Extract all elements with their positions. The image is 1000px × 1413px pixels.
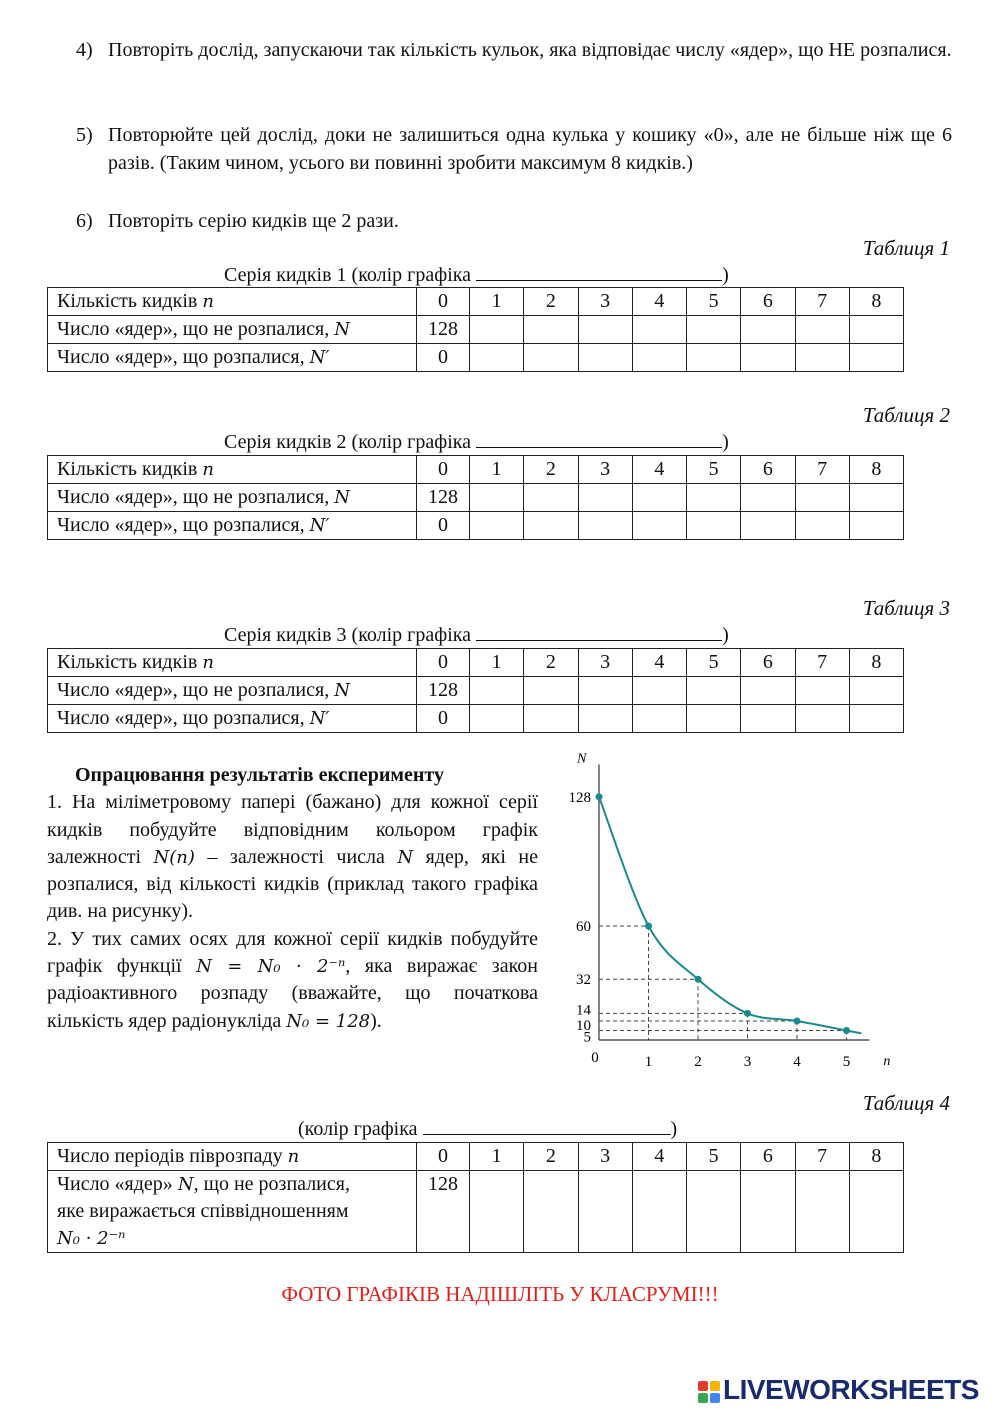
processing-title: Опрацювання результатів експерименту: [75, 764, 444, 786]
input-cell[interactable]: [795, 512, 849, 540]
input-cell[interactable]: [741, 1171, 795, 1253]
step-text: Повторіть серію кидків ще 2 рази.: [108, 210, 399, 232]
table-4: [47, 1142, 904, 1253]
input-cell[interactable]: [795, 484, 849, 512]
input-cell[interactable]: [470, 344, 524, 372]
cell: 7: [795, 1143, 849, 1171]
input-cell[interactable]: [795, 1171, 849, 1253]
input-cell[interactable]: [849, 677, 903, 705]
cell: 0: [417, 705, 470, 733]
input-cell[interactable]: [578, 705, 632, 733]
input-cell[interactable]: [524, 677, 578, 705]
y-tick-label: 128: [568, 789, 591, 806]
cell: 1: [470, 649, 524, 677]
input-cell[interactable]: [578, 484, 632, 512]
input-cell[interactable]: [578, 316, 632, 344]
input-cell[interactable]: [524, 316, 578, 344]
input-cell[interactable]: [632, 705, 686, 733]
input-cell[interactable]: [741, 344, 795, 372]
input-cell[interactable]: [632, 344, 686, 372]
series-title: Серія кидків 2 (колір графіка: [224, 431, 472, 453]
table-4-series: [298, 1116, 677, 1141]
cell: 128: [417, 316, 470, 344]
input-cell[interactable]: [795, 344, 849, 372]
cell: 6: [741, 1143, 795, 1171]
series-title: Серія кидків 1 (колір графіка: [224, 264, 472, 286]
cell: 8: [849, 649, 903, 677]
series-close: ): [722, 264, 729, 286]
table-2: [47, 455, 904, 540]
input-cell[interactable]: [849, 316, 903, 344]
table-1: [47, 287, 904, 372]
input-cell[interactable]: [578, 512, 632, 540]
input-cell[interactable]: [524, 484, 578, 512]
input-cell[interactable]: [632, 484, 686, 512]
input-cell[interactable]: [470, 484, 524, 512]
table-3-label: Таблиця 3: [862, 596, 950, 620]
cell: 2: [524, 456, 578, 484]
table-3-series: [224, 622, 729, 647]
input-cell[interactable]: [741, 484, 795, 512]
input-cell[interactable]: [578, 1171, 632, 1253]
input-cell[interactable]: [687, 484, 741, 512]
cell: 1: [470, 288, 524, 316]
x-tick-label: 4: [793, 1054, 801, 1070]
table-3: [47, 648, 904, 733]
input-cell[interactable]: [470, 316, 524, 344]
processing-item-1: 1. На міліметровому папері (бажано) для кожної серії кидків побудуйте відповідним кольором графік залежності N(n) – залежності числа N ядер, які не розпалися, від кількості кидків (приклад такого графіка див. на рисунку).: [47, 791, 538, 923]
cell: 5: [687, 288, 741, 316]
input-cell[interactable]: [470, 705, 524, 733]
input-cell[interactable]: [795, 705, 849, 733]
y-tick-label: 60: [576, 919, 591, 935]
step-text: Повторіть дослід, запускаючи так кількість кульок, яка відповідає числу «ядер», що НЕ розпалися.: [108, 39, 952, 61]
y-tick-label: 32: [576, 972, 591, 989]
cell: 128: [417, 677, 470, 705]
series-title: (колір графіка: [298, 1118, 418, 1140]
cell: 5: [687, 1143, 741, 1171]
x-tick-label: 3: [743, 1054, 752, 1070]
input-cell[interactable]: [524, 1171, 578, 1253]
row-label: Число «ядер», що розпалися, N′: [48, 705, 417, 733]
cell: 3: [578, 1143, 632, 1171]
table-1-label: Таблиця 1: [862, 236, 950, 260]
row-label: Кількість кидків n: [48, 649, 417, 677]
input-cell[interactable]: [524, 705, 578, 733]
cell: 2: [524, 1143, 578, 1171]
cell: 6: [741, 649, 795, 677]
cell: 3: [578, 456, 632, 484]
row-label: Число «ядер», що не розпалися, N: [48, 316, 417, 344]
step-text: Повторюйте цей дослід, доки не залишиться одна кулька у кошику «0», але не більше ніж ще 6 разів. (Таким чином, усього ви повинні зробити максимум 8 кидків.): [108, 124, 952, 174]
table-row: [48, 649, 904, 677]
table-1-series: [224, 262, 729, 287]
cell: 4: [632, 288, 686, 316]
cell: 4: [632, 649, 686, 677]
y-tick-label: 5: [583, 1029, 591, 1046]
input-cell[interactable]: [470, 512, 524, 540]
series-line: [599, 797, 861, 1034]
input-cell[interactable]: [578, 677, 632, 705]
input-cell[interactable]: [632, 512, 686, 540]
input-cell[interactable]: [849, 705, 903, 733]
x-tick-label: 1: [644, 1054, 653, 1070]
table-row: [48, 1171, 904, 1253]
input-cell[interactable]: [632, 677, 686, 705]
table-row: [48, 677, 904, 705]
cell: 0: [417, 649, 470, 677]
processing-item-2: 2. У тих самих осях для кожної серії кидків побудуйте графік функції N = N₀ · 2⁻ⁿ, яка виражає закон радіоактивного розпаду (вважайте, що початкова кількість ядер радіонукліда N₀ = 128).: [47, 927, 538, 1032]
x-tick-label: 5: [842, 1054, 851, 1070]
input-cell[interactable]: [632, 1171, 686, 1253]
cell: 3: [578, 649, 632, 677]
table-row: [48, 288, 904, 316]
cell: 0: [417, 512, 470, 540]
cell: 4: [632, 1143, 686, 1171]
row-label: Число періодів піврозпаду n: [48, 1143, 417, 1171]
input-cell[interactable]: [795, 677, 849, 705]
table-2-series: [224, 429, 729, 454]
cell: 2: [524, 288, 578, 316]
input-cell[interactable]: [524, 512, 578, 540]
input-cell[interactable]: [849, 344, 903, 372]
data-point: [645, 923, 652, 930]
row-label: Число «ядер», що не розпалися, N: [48, 677, 417, 705]
data-point: [744, 1010, 751, 1017]
table-4-label: Таблиця 4: [862, 1091, 950, 1115]
row-label: Число «ядер», що розпалися, N′: [48, 512, 417, 540]
input-cell[interactable]: [687, 344, 741, 372]
cell: 1: [470, 456, 524, 484]
table-row: [48, 484, 904, 512]
x-axis-label: n: [883, 1054, 891, 1069]
cell: 3: [578, 288, 632, 316]
y-tick-label: 14: [576, 1002, 591, 1019]
cell: 128: [417, 1171, 470, 1253]
input-cell[interactable]: [470, 677, 524, 705]
cell: 7: [795, 649, 849, 677]
step-number: 4): [76, 39, 93, 61]
input-cell[interactable]: [741, 512, 795, 540]
input-cell[interactable]: [578, 344, 632, 372]
cell: 8: [849, 1143, 903, 1171]
cell: 7: [795, 288, 849, 316]
cell: 8: [849, 288, 903, 316]
table-row: [48, 456, 904, 484]
cell: 6: [741, 288, 795, 316]
footer-note: ФОТО ГРАФІКІВ НАДІШЛІТЬ У КЛАСРУМІ!!!: [281, 1282, 719, 1306]
x-tick-label: 2: [694, 1054, 702, 1070]
cell: 0: [417, 1143, 470, 1171]
table-row: [48, 705, 904, 733]
liveworksheets-logo-icon: [697, 1378, 721, 1406]
step-5: [76, 121, 952, 177]
input-cell[interactable]: [795, 316, 849, 344]
input-cell[interactable]: [687, 677, 741, 705]
cell: 128: [417, 484, 470, 512]
input-cell[interactable]: [849, 1171, 903, 1253]
cell: 7: [795, 456, 849, 484]
decay-chart: [555, 748, 915, 1080]
row-label: Число «ядер», що не розпалися, N: [48, 484, 417, 512]
input-cell[interactable]: [687, 316, 741, 344]
data-point: [596, 793, 603, 800]
table-row: [48, 316, 904, 344]
input-cell[interactable]: [741, 677, 795, 705]
cell: 8: [849, 456, 903, 484]
cell: 4: [632, 456, 686, 484]
x-tick-label: 0: [591, 1050, 599, 1066]
series-close: ): [722, 624, 729, 646]
y-tick-label: 10: [576, 1018, 591, 1034]
cell: 6: [741, 456, 795, 484]
table-row: [48, 1143, 904, 1171]
cell: 5: [687, 456, 741, 484]
color-blank-line[interactable]: [423, 1116, 671, 1135]
step-4: [76, 36, 952, 92]
input-cell[interactable]: [687, 1171, 741, 1253]
input-cell[interactable]: [687, 512, 741, 540]
series-close: ): [722, 431, 729, 453]
y-axis-label: N: [577, 751, 587, 767]
cell: 0: [417, 344, 470, 372]
table-row: [48, 344, 904, 372]
row-label: Число «ядер», що розпалися, N′: [48, 344, 417, 372]
input-cell[interactable]: [741, 705, 795, 733]
step-6: [76, 207, 952, 235]
cell: 1: [470, 1143, 524, 1171]
input-cell[interactable]: [741, 316, 795, 344]
data-point: [843, 1027, 850, 1034]
logo-text: LIVEWORKSHEETS: [723, 1374, 979, 1405]
row-label: Кількість кидків n: [48, 288, 417, 316]
cell: 0: [417, 288, 470, 316]
cell: 0: [417, 456, 470, 484]
table-2-label: Таблиця 2: [862, 403, 950, 427]
cell: 2: [524, 649, 578, 677]
color-blank-line[interactable]: [476, 429, 722, 448]
data-point: [695, 976, 702, 983]
step-number: 6): [76, 210, 93, 232]
cell: 5: [687, 649, 741, 677]
color-blank-line[interactable]: [476, 262, 722, 281]
input-cell[interactable]: [524, 344, 578, 372]
data-point: [794, 1018, 801, 1025]
input-cell[interactable]: [687, 705, 741, 733]
step-number: 5): [76, 124, 93, 146]
series-close: ): [670, 1118, 678, 1140]
row-label: Число «ядер» N, що не розпалися, яке виражається співвідношенням N₀ · 2⁻ⁿ: [48, 1171, 417, 1253]
processing-section: [47, 762, 538, 1035]
table-row: [48, 512, 904, 540]
series-title: Серія кидків 3 (колір графіка: [224, 624, 472, 646]
input-cell[interactable]: [849, 512, 903, 540]
liveworksheets-logo[interactable]: [697, 1374, 979, 1406]
row-label: Кількість кидків n: [48, 456, 417, 484]
input-cell[interactable]: [849, 484, 903, 512]
color-blank-line[interactable]: [476, 622, 722, 641]
input-cell[interactable]: [632, 316, 686, 344]
input-cell[interactable]: [470, 1171, 524, 1253]
